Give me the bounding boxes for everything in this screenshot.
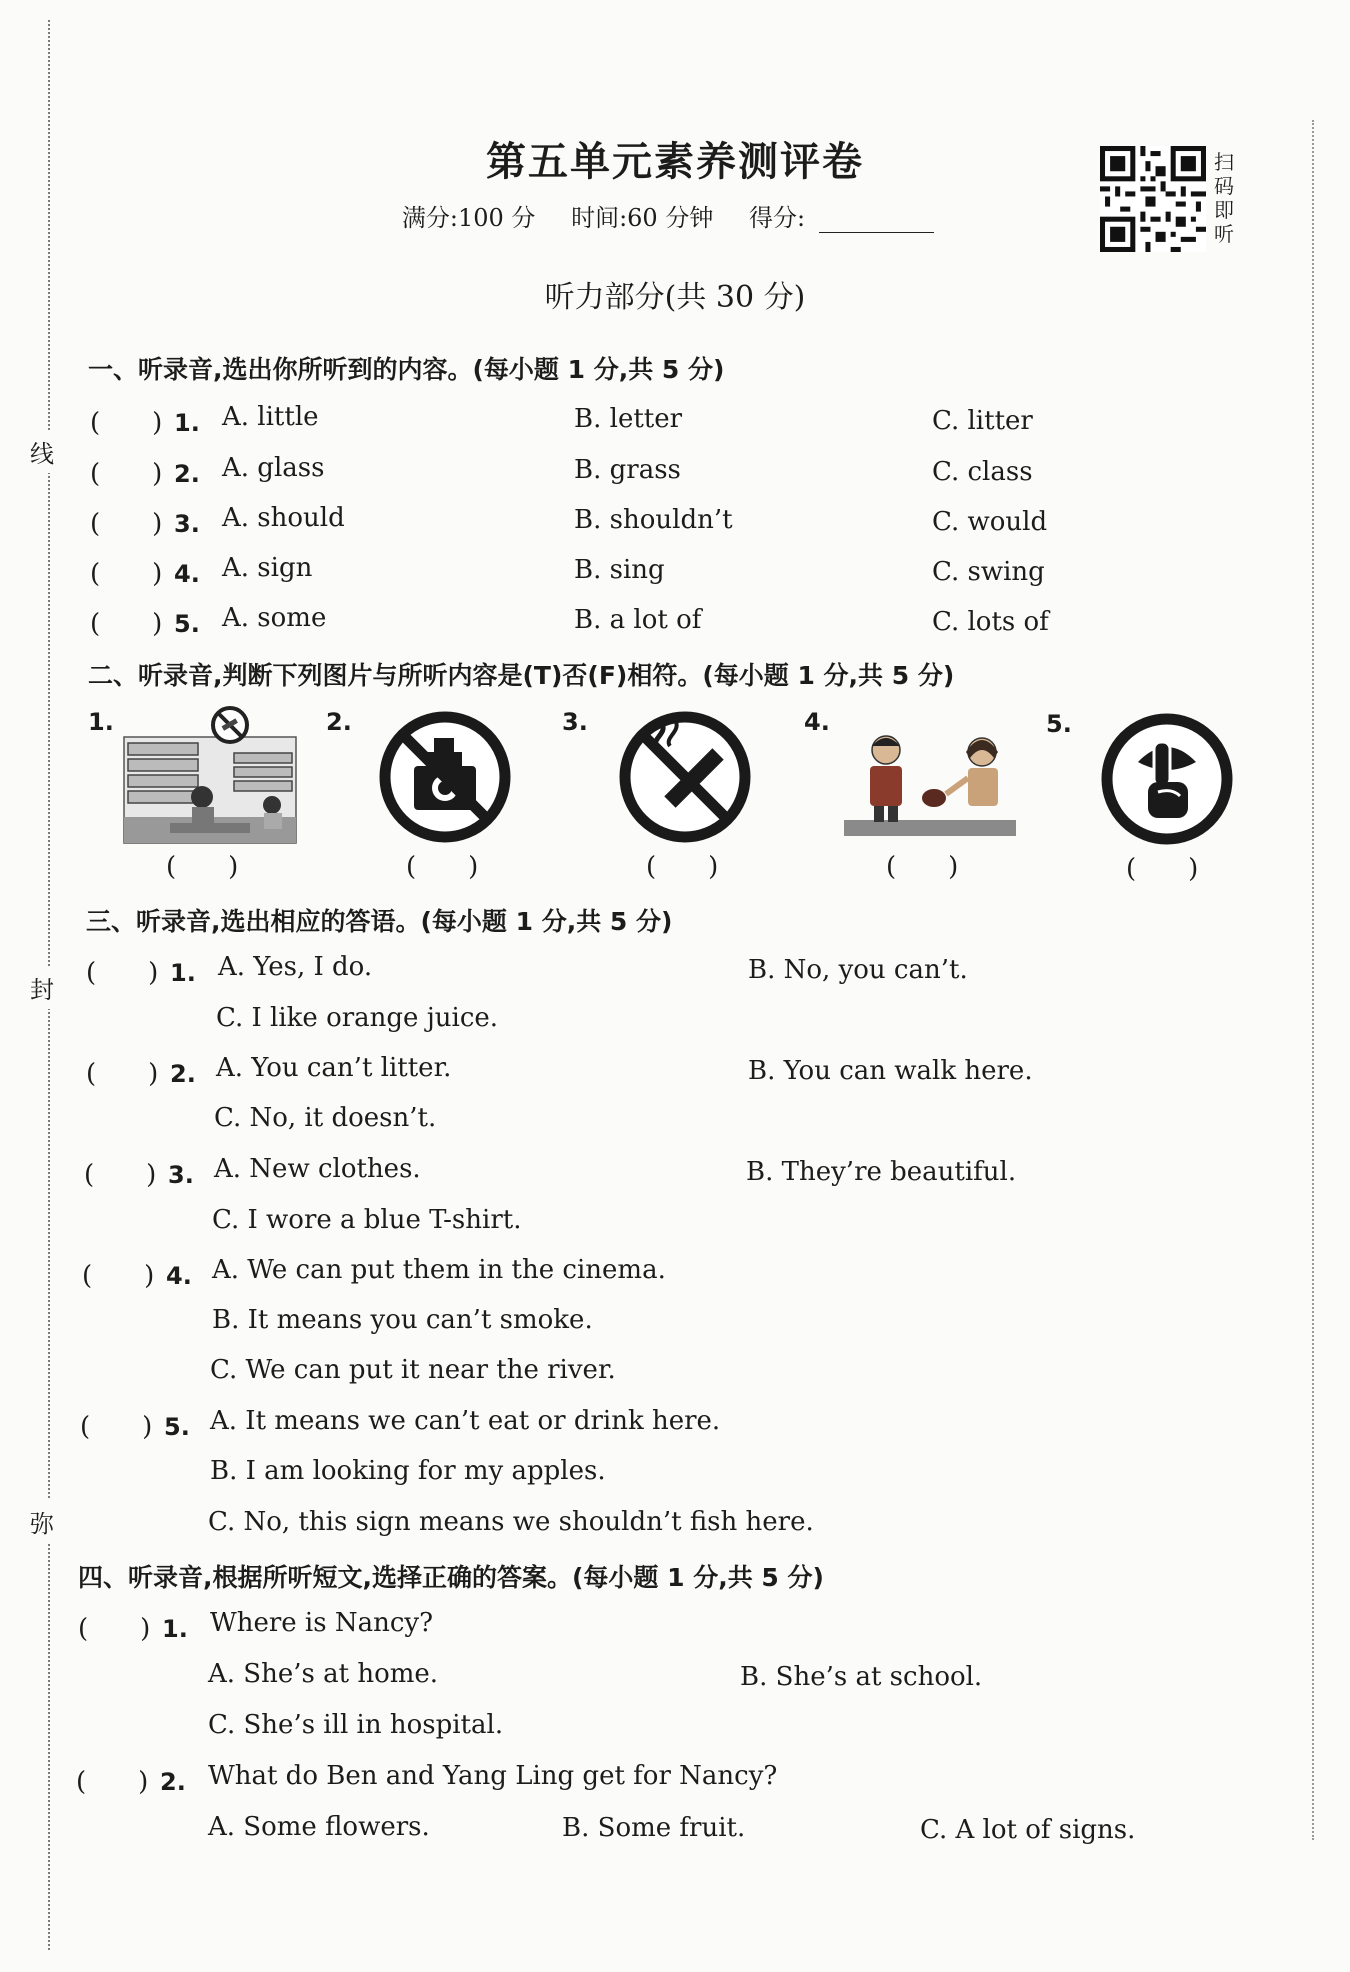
time-limit: 时间:60 分钟 <box>571 204 714 232</box>
option-a: A. New clothes. <box>214 1154 421 1184</box>
be-quiet-sign-icon <box>1100 712 1234 846</box>
option-c: C. A lot of signs. <box>920 1815 1136 1845</box>
listening-subtitle: 听力部分(共 30 分) <box>544 280 806 315</box>
option-a: A. Yes, I do. <box>218 952 373 982</box>
section-3-heading: 三、听录音,选出相应的答语。(每小题 1 分,共 5 分) <box>86 907 673 936</box>
option-b: B. No, you can’t. <box>748 955 968 985</box>
picture-number: 4. <box>804 708 830 736</box>
option-a: A. You can’t litter. <box>216 1053 452 1083</box>
picture-number: 3. <box>562 708 588 736</box>
score-blank[interactable] <box>819 210 934 233</box>
option-c: C. No, this sign means we shouldn’t fish here. <box>208 1507 814 1537</box>
children-ball-picture <box>842 728 1018 848</box>
option-c: C. I like orange juice. <box>216 1003 499 1033</box>
library-no-smoking-picture <box>122 705 298 845</box>
option-a: A. some <box>222 603 327 633</box>
option-b: B. shouldn’t <box>574 505 733 535</box>
option-c: C. She’s ill in hospital. <box>208 1710 504 1740</box>
answer-blank[interactable]: ( ) <box>84 1160 157 1190</box>
margin-mark-feng: 封 <box>30 966 54 1009</box>
page-title: 第五单元素养测评卷 <box>486 138 864 185</box>
picture-number: 5. <box>1046 710 1072 738</box>
section-1-heading: 一、听录音,选出你所听到的内容。(每小题 1 分,共 5 分) <box>88 355 725 384</box>
option-b: B. a lot of <box>574 605 702 635</box>
score-label: 得分: <box>749 204 948 232</box>
answer-blank[interactable]: ( ) <box>90 509 163 539</box>
option-b: B. They’re beautiful. <box>746 1157 1017 1187</box>
answer-blank[interactable]: ( ) <box>90 609 163 639</box>
option-a: A. should <box>222 503 345 533</box>
option-b: B. letter <box>574 404 683 434</box>
option-b: B. Some fruit. <box>562 1813 746 1843</box>
option-c: C. No, it doesn’t. <box>214 1103 437 1133</box>
margin-mark-mi: 弥 <box>30 1500 54 1543</box>
answer-blank[interactable]: ( ) <box>90 459 163 489</box>
question-text: What do Ben and Yang Ling get for Nancy? <box>208 1761 778 1791</box>
option-a: A. It means we can’t eat or drink here. <box>210 1406 721 1436</box>
answer-blank[interactable]: ( ) <box>76 1767 149 1797</box>
answer-blank[interactable]: ( ) <box>80 1412 153 1442</box>
option-c: C. litter <box>932 406 1033 436</box>
option-b: B. I am looking for my apples. <box>210 1456 606 1486</box>
answer-blank[interactable]: ( ) <box>406 852 479 882</box>
section-4-heading: 四、听录音,根据所听短文,选择正确的答案。(每小题 1 分,共 5 分) <box>78 1563 824 1592</box>
section-2-heading: 二、听录音,判断下列图片与所听内容是(T)否(F)相符。(每小题 1 分,共 5 分) <box>88 661 955 690</box>
option-a: A. We can put them in the cinema. <box>212 1255 666 1285</box>
right-dotted-rule <box>1312 120 1314 1840</box>
option-b: B. She’s at school. <box>740 1662 983 1692</box>
answer-blank[interactable]: ( ) <box>90 559 163 589</box>
answer-blank[interactable]: ( ) <box>1126 854 1199 884</box>
picture-number: 1. <box>88 708 114 736</box>
answer-blank[interactable]: ( ) <box>166 852 239 882</box>
picture-number: 2. <box>326 708 352 736</box>
answer-blank[interactable]: ( ) <box>86 958 159 988</box>
option-c: C. swing <box>932 557 1045 587</box>
answer-blank[interactable]: ( ) <box>886 852 959 882</box>
margin-mark-xian: 线 <box>30 430 54 473</box>
option-c: C. class <box>932 457 1033 487</box>
option-a: A. little <box>222 402 319 432</box>
question-text: Where is Nancy? <box>210 1608 434 1638</box>
answer-blank[interactable]: ( ) <box>90 408 163 438</box>
option-b: B. sing <box>574 555 665 585</box>
answer-blank[interactable]: ( ) <box>82 1261 155 1291</box>
option-a: A. She’s at home. <box>208 1659 439 1689</box>
option-b: B. grass <box>574 455 681 485</box>
no-smoking-sign-icon <box>618 710 752 844</box>
qr-code-icon[interactable] <box>1100 146 1206 252</box>
option-a: A. sign <box>222 553 313 583</box>
full-marks: 满分:100 分 <box>401 204 536 232</box>
option-a: A. Some flowers. <box>208 1812 430 1842</box>
qr-label: 扫码即听 <box>1214 150 1234 246</box>
option-c: C. would <box>932 507 1048 537</box>
answer-blank[interactable]: ( ) <box>78 1614 151 1644</box>
option-c: C. I wore a blue T-shirt. <box>212 1205 522 1235</box>
answer-blank[interactable]: ( ) <box>86 1059 159 1089</box>
option-c: C. lots of <box>932 607 1049 637</box>
option-b: B. You can walk here. <box>748 1056 1033 1086</box>
option-b: B. It means you can’t smoke. <box>212 1305 593 1335</box>
option-c: C. We can put it near the river. <box>210 1355 616 1385</box>
option-a: A. glass <box>222 453 325 483</box>
answer-blank[interactable]: ( ) <box>646 852 719 882</box>
no-camera-sign-icon <box>378 710 512 844</box>
